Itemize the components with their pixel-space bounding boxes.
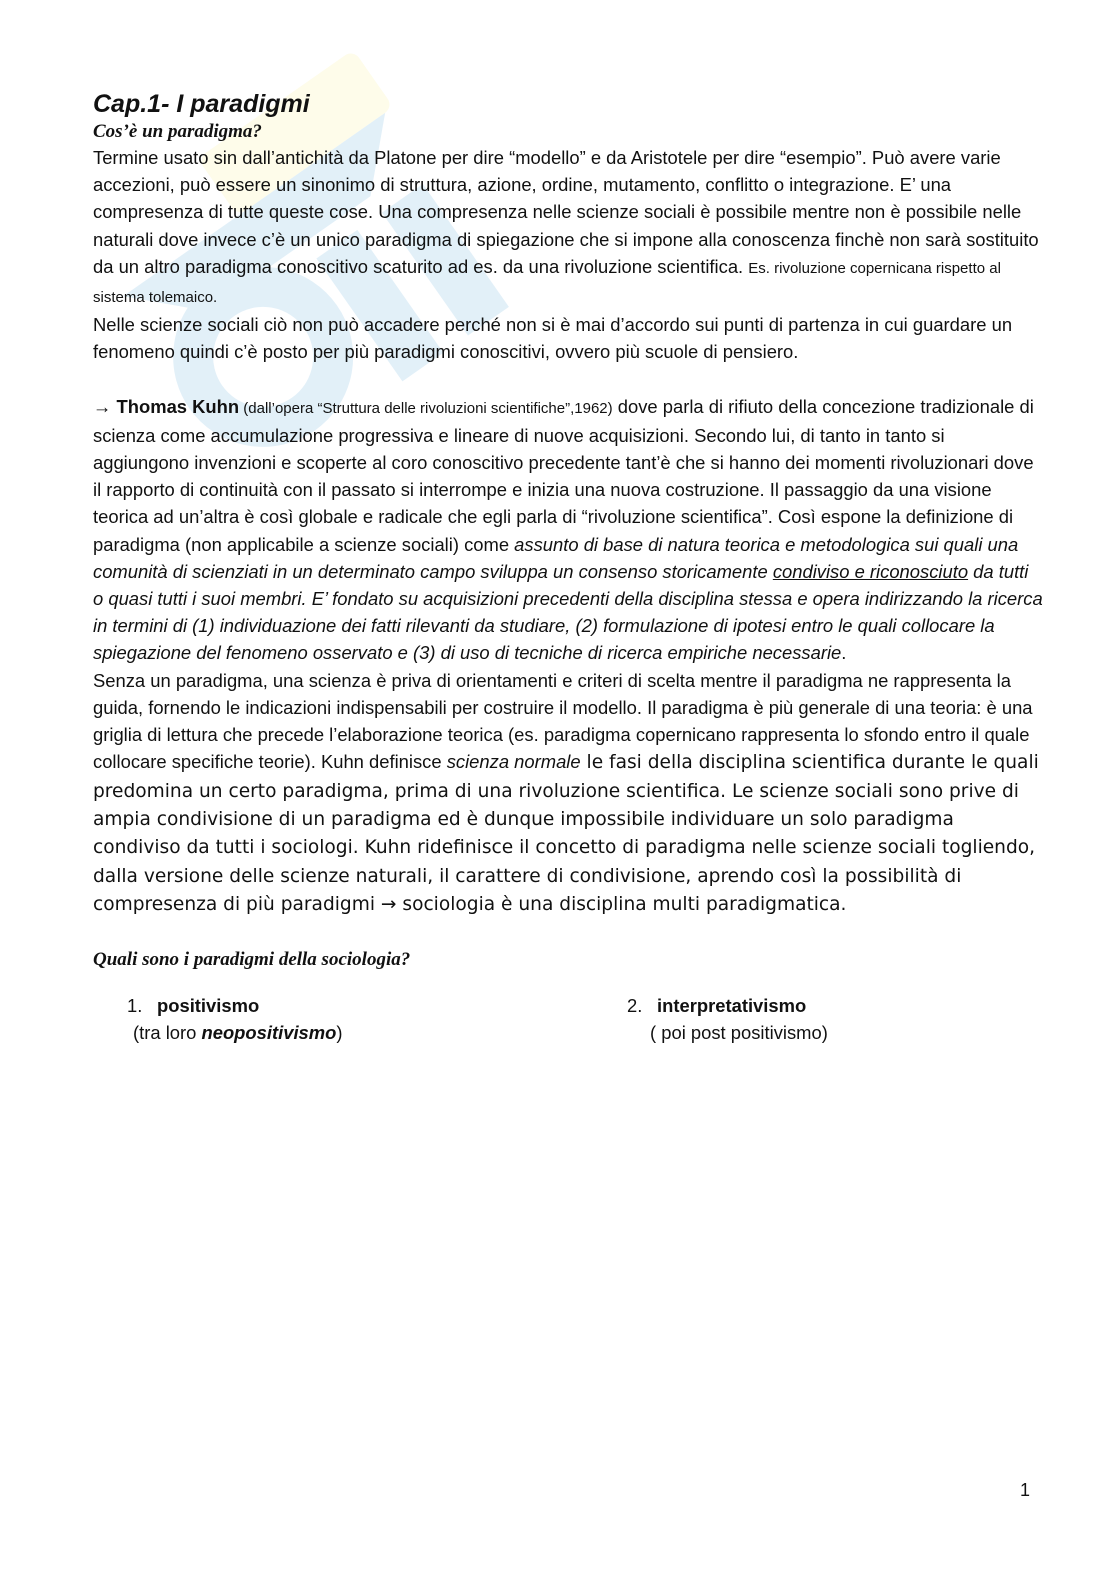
definition-end: . <box>841 642 847 664</box>
intro-paragraph <box>93 144 1043 311</box>
paradigm-name: positivismo <box>157 994 260 1016</box>
paradigms-list <box>93 992 1043 1052</box>
arrow-icon: → <box>93 395 117 417</box>
definition-underlined: condiviso e riconosciuto <box>772 560 969 582</box>
intro-note: Es. rivoluzione copernicana rispetto al sistema tolemaico. <box>93 259 1001 307</box>
paradigm-definition: assunto di base di natura teorica e metodologica sui quali una comunità di scienziati in un determinato campo sviluppa un consenso storicamente condiviso e riconosciuto da tutti o quasi tutti i suoi membri. E’ fondato su acquisizioni precedenti della disciplina stessa e opera indirizzando la ricerca in termini di (1) individuazione dei fatti rilevanti da studiare, (2) formulazione di ipotesi entro le quali collocare la spiegazione del fenomeno osservato e (3) di uso di tecniche di ricerca empiriche necessarie <box>93 533 1043 664</box>
paradigm-name: interpretativismo <box>657 994 807 1016</box>
spacer <box>93 366 1043 393</box>
section-subtitle: Cos’è un paradigma? <box>93 121 262 142</box>
normal-science-paragraph: Senza un paradigma, una scienza è priva di orientamenti e criteri di scelta mentre il paradigma ne rappresenta la guida, fornendo le indicazioni indispensabili per costruire il modello. Il paradigma è più generale di una teoria: è una griglia di lettura che precede l’elaborazione teorica (es. paradigma copernicano rappresenta lo sfondo entro il quale collocare specifiche teorie). Kuhn definisce scienza normale le fasi della disciplina scientifica durante le quali predomina un certo paradigma, prima di una rivoluzione scientifica. Le scienze sociali sono prive di ampia condivisione di un paradigma ed è dunque impossibile individuare un solo paradigma condiviso da tutti i sociologi. Kuhn ridefinisce il concetto di paradigma nelle scienze sociali togliendo, dalla versione delle scienze naturali, il carattere di condivisione, aprendo così la possibilità di compresenza di più paradigmi → sociologia è una disciplina multi paradigmatica. <box>93 669 1039 916</box>
list-item: 2. interpretativismo ( poi post positivismo) <box>627 994 828 1044</box>
list-item: 1. positivismo (tra loro neopositivismo) <box>127 994 343 1044</box>
normal-science-text: le fasi della disciplina scientifica durante le quali predomina un certo paradigma, prima di una rivoluzione scientifica. Le scienze sociali sono prive di ampia condivisione di un paradigma ed è dunque impossibile individuare un solo paradigma condiviso da tutti i sociologi. Kuhn ridefinisce il concetto di paradigma nelle scienze sociali togliendo, dalla versione delle scienze naturali, il carattere di condivisione, aprendo così la possibilità di compresenza di più paradigmi → sociologia è una disciplina multi paradigmatica. <box>93 752 1039 916</box>
kuhn-name: Thomas Kuhn <box>116 395 240 417</box>
kuhn-text: dove parla di rifiuto della concezione tradizionale di scienza come accumulazione progressiva e lineare di nuove acquisizioni. Secondo lui, di tanto in tanto si aggiungono invenzioni e scoperte al coro conoscitivo precedente tant’è che si hanno dei momenti rivoluzionari dove il rapporto di continuità con il passato si interrompe e inizia una nuova costruzione. Il passaggio da una visione teorica ad un’altra è così globale e radicale che egli parla di “rivoluzione scientifica”. Così espone la definizione di paradigma (non applicabile a scienze sociali) come <box>93 395 1034 555</box>
kuhn-paragraph <box>93 393 1043 667</box>
paradigms-question: Quali sono i paradigmi della sociologia? <box>93 948 411 970</box>
normal-science-term: scienza normale <box>446 751 581 773</box>
intro-text: Termine usato sin dall’antichità da Platone per dire “modello” e da Aristotele per dire “esempio”. Può avere varie accezioni, può essere un sinonimo di struttura, azione, ordine, mutamento, conflitto o integrazione. E’ una compresenza di tutte queste cose. Una compresenza nelle scienze sociali è possibile mentre non è possibile nelle naturali dove invece c’è un unico paradigma di spiegazione che si impone alla conoscenza finchè non sarà sostituito da un altro paradigma conoscitivo scaturito ad es. da una rivoluzione scientifica. <box>93 147 1039 277</box>
social-sciences-paragraph: Nelle scienze sociali ciò non può accadere perché non si è mai d’accordo sui punti di partenza in cui guardare un fenomeno quindi c’è posto per più paradigmi conoscitivi, ovvero più scuole di pensiero. <box>93 314 1013 363</box>
chapter-title: Cap.1- I paradigmi <box>93 90 310 118</box>
page-number: 1 <box>1019 1480 1030 1500</box>
kuhn-source: (dall’opera “Struttura delle rivoluzioni scientifiche”,1962) <box>239 399 613 417</box>
document-page <box>93 88 1043 1052</box>
